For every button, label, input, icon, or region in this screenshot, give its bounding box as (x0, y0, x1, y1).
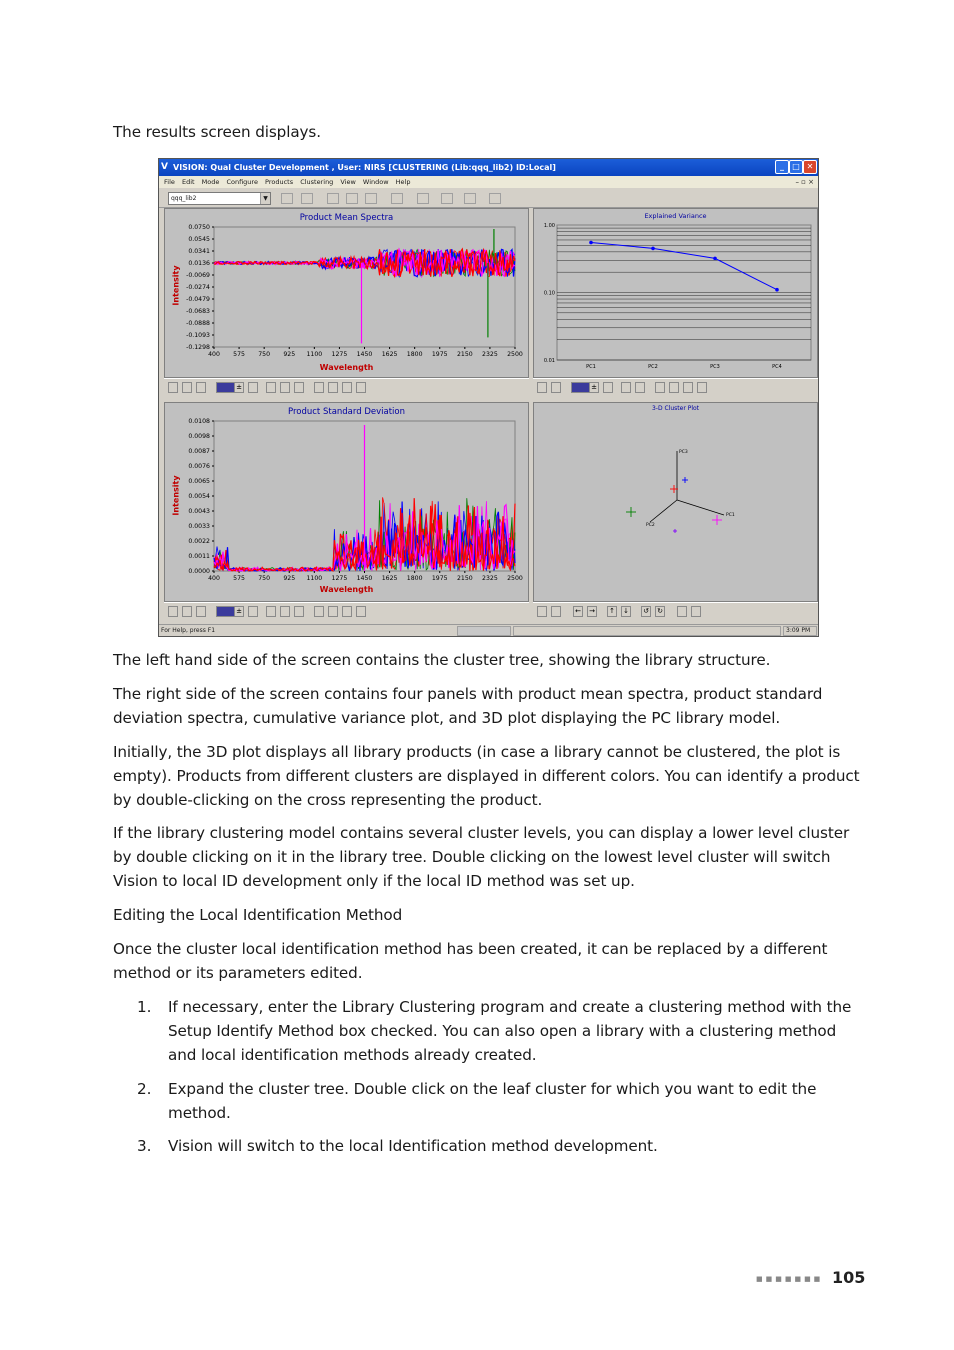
maximize-button[interactable]: □ (789, 160, 803, 174)
x-tick-label: PC2 (648, 364, 658, 370)
y-tick-label: 0.0033 (188, 523, 210, 530)
std-dev-title: Product Standard Deviation (287, 407, 405, 417)
y-tick-label: 1.00 (543, 223, 555, 229)
x-tick-label: 575 (233, 575, 245, 582)
paragraph: The left hand side of the screen contains the cluster tree, showing the library structure. (113, 651, 771, 669)
status-help: For Help, press F1 (161, 627, 216, 634)
context-help-icon[interactable] (417, 193, 429, 204)
spin-icon[interactable]: ± (234, 606, 244, 617)
print-icon[interactable] (441, 193, 453, 204)
x-tick-label: 1625 (381, 351, 398, 358)
grid-icon[interactable] (182, 606, 192, 617)
mean-spectra-xlabel: Wavelength (319, 363, 374, 372)
step-text: Expand the cluster tree. Double click on the leaf cluster for which you want to edit the method. (168, 1080, 817, 1122)
zoom-icon[interactable] (342, 382, 352, 393)
y-tick-label: 0.0076 (188, 463, 210, 470)
camera-icon[interactable] (537, 382, 547, 393)
menu-file[interactable]: File (164, 178, 175, 186)
y-tick-label: 0.10 (543, 290, 555, 297)
axis-label-pc2: PC2 (646, 523, 655, 528)
status-clock (783, 626, 817, 636)
y-tick-label: 0.0065 (188, 478, 210, 485)
mdi-controls[interactable]: – ▫ × (795, 178, 814, 186)
copy-icon[interactable] (327, 193, 339, 204)
y-tick-label: 0.0011 (188, 553, 210, 560)
page-icon[interactable] (248, 606, 258, 617)
grid-icon[interactable] (182, 382, 192, 393)
page-number: 105 (832, 1268, 866, 1287)
axis-icon[interactable] (356, 606, 366, 617)
x-tick-label: 1100 (306, 351, 323, 358)
legend-icon[interactable] (294, 606, 304, 617)
pointer-icon[interactable] (328, 606, 338, 617)
paragraph: Initially, the 3D plot displays all library products (in case a library cannot be clustered, the plot is empty). Products from different clusters are displayed in different colors. You can identify a product by double-clicking on the cross representing the product. (113, 743, 860, 809)
report-icon[interactable] (464, 193, 476, 204)
x-tick-label: 2150 (456, 351, 473, 358)
window-titlebar (159, 159, 818, 176)
y-tick-label: -0.1093 (186, 332, 210, 339)
mean-spectra-ylabel: Intensity (171, 265, 181, 306)
x-tick-label: 1800 (406, 351, 423, 358)
zoom-icon[interactable] (683, 382, 693, 393)
y-tick-label: 0.0043 (188, 508, 210, 515)
x-tick-label: 2325 (482, 351, 498, 358)
menu-help[interactable]: Help (395, 178, 411, 186)
info-icon[interactable] (391, 193, 403, 204)
page-icon[interactable] (603, 382, 613, 393)
x-tick-label: 1275 (331, 575, 348, 582)
legend-icon[interactable] (294, 382, 304, 393)
x-tick-label: 400 (208, 575, 220, 582)
std-dev-plot (165, 403, 529, 602)
rotate-left-icon[interactable]: ← (573, 606, 583, 617)
y-tick-label: 0.0087 (188, 448, 210, 455)
x-tick-label: 1625 (381, 575, 398, 582)
folder-icon[interactable] (346, 193, 358, 204)
step-text: If necessary, enter the Library Clustering program and create a clustering method with the Setup Identify Method box checked. You can also open a library with a clustering method and local identification methods already created. (168, 998, 852, 1064)
y-tick-label: 0.0054 (188, 493, 210, 500)
print-icon[interactable] (196, 382, 206, 393)
x-tick-label: 750 (258, 351, 271, 358)
mean-spectra-plot (165, 209, 529, 378)
x-tick-label: PC1 (586, 364, 596, 370)
x-tick-label: 2500 (507, 575, 523, 582)
pen-icon[interactable] (266, 606, 276, 617)
camera-icon[interactable] (168, 382, 178, 393)
y-tick-label: 0.0098 (188, 433, 210, 440)
pointer-icon[interactable] (669, 382, 679, 393)
cluster3d-plot (534, 403, 818, 602)
scale-icon[interactable] (314, 606, 324, 617)
minimize-button[interactable]: _ (775, 160, 789, 174)
axis-icon[interactable] (697, 382, 707, 393)
status-bar (159, 624, 818, 636)
legend-icon[interactable] (635, 382, 645, 393)
variance-point (713, 257, 717, 261)
step-number: 3. (137, 1137, 152, 1155)
paragraph: The right side of the screen contains four panels with product mean spectra, product standard deviation spectra, cumulative variance plot, and 3D plot displaying the PC library model. (113, 685, 823, 727)
y-tick-label: -0.0274 (186, 284, 210, 291)
cluster3d-toolbar (533, 602, 818, 621)
y-tick-label: 0.0108 (188, 418, 210, 425)
cluster3d-panel (533, 402, 818, 602)
axis-label-pc3: PC3 (679, 450, 688, 455)
x-tick-label: 1975 (431, 351, 448, 358)
step-number: 2. (137, 1080, 152, 1098)
axis-icon[interactable] (356, 382, 366, 393)
x-tick-label: 2500 (507, 351, 523, 358)
y-tick-label: -0.0888 (186, 320, 210, 327)
y-tick-label: -0.0069 (186, 272, 210, 279)
x-tick-label: 1275 (331, 351, 348, 358)
rotate-cw-icon[interactable]: ↻ (655, 606, 665, 617)
x-tick-label: PC3 (710, 364, 720, 370)
paragraph: Once the cluster local identification method has been created, it can be replaced by a different method or its parameters edited. (113, 940, 828, 982)
y-tick-label: 0.0000 (188, 568, 210, 575)
status-time: 3:09 PM (786, 627, 811, 634)
x-tick-label: 2150 (456, 575, 473, 582)
x-tick-label: 925 (283, 351, 296, 358)
menu-edit[interactable]: Edit (181, 178, 195, 186)
x-tick-label: 925 (283, 575, 296, 582)
rotate-right-icon[interactable]: → (587, 606, 597, 617)
print-icon[interactable] (196, 606, 206, 617)
save-icon[interactable] (365, 193, 377, 204)
vision-window (158, 158, 819, 637)
export-icon[interactable] (489, 193, 501, 204)
variance-point (651, 247, 655, 251)
x-tick-label: 1975 (431, 575, 448, 582)
status-panel (513, 626, 781, 636)
menu-window[interactable]: Window (362, 178, 389, 186)
menu-mode[interactable]: Mode (201, 178, 220, 186)
vision-app-icon: V (161, 162, 168, 172)
step-text: Vision will switch to the local Identification method development. (168, 1137, 658, 1155)
scale-icon[interactable] (655, 382, 665, 393)
mean-spectra-panel (164, 208, 529, 378)
step-number: 1. (137, 998, 152, 1016)
camera-icon[interactable] (168, 606, 178, 617)
pen-icon[interactable] (266, 382, 276, 393)
rotate-ccw-icon[interactable]: ↺ (641, 606, 651, 617)
x-tick-label: 1450 (356, 351, 373, 358)
menu-clustering[interactable]: Clustering (300, 178, 334, 186)
rotate-up-icon[interactable]: ↑ (607, 606, 617, 617)
x-tick-label: 1100 (306, 575, 323, 582)
section-heading: Editing the Local Identification Method (113, 906, 403, 924)
menu-view[interactable]: View (340, 178, 356, 186)
y-tick-label: 0.01 (543, 358, 555, 364)
main-toolbar (159, 188, 818, 208)
page-marker-squares: ■■■■■■■ (756, 1275, 824, 1283)
zoom-icon[interactable] (342, 606, 352, 617)
x-tick-label: 575 (233, 351, 245, 358)
axis-label-pc1: PC1 (726, 513, 735, 518)
std-dev-panel (164, 402, 529, 602)
mean-spectra-toolbar (164, 378, 529, 397)
axis-pc1 (677, 500, 724, 515)
y-tick-label: -0.0683 (186, 308, 210, 315)
variance-title: Explained Variance (644, 212, 707, 220)
page-icon[interactable] (248, 382, 258, 393)
x-tick-label: 750 (258, 575, 271, 582)
variance-panel (533, 208, 818, 378)
labels-icon[interactable] (691, 606, 701, 617)
menu-configure[interactable]: Configure (226, 178, 258, 186)
std-dev-xlabel: Wavelength (319, 585, 374, 594)
x-tick-label: PC4 (772, 364, 782, 370)
close-button[interactable]: ✕ (803, 160, 817, 174)
y-tick-label: 0.0136 (188, 260, 210, 267)
x-tick-label: 1800 (406, 575, 423, 582)
x-tick-label: 1450 (356, 575, 373, 582)
x-tick-label: 400 (208, 351, 220, 358)
menu-bar (159, 176, 818, 188)
std-dev-ylabel: Intensity (171, 475, 181, 516)
print-icon[interactable] (551, 606, 561, 617)
grid-lines-icon[interactable] (280, 606, 290, 617)
std-dev-toolbar (164, 602, 529, 621)
library-select[interactable] (168, 192, 271, 205)
camera-icon[interactable] (537, 606, 547, 617)
status-panel (457, 626, 511, 636)
open-icon[interactable] (301, 193, 313, 204)
pointer-icon[interactable] (328, 382, 338, 393)
y-tick-label: 0.0022 (188, 538, 210, 545)
cluster3d-title: 3-D Cluster Plot (651, 405, 700, 412)
menu-products[interactable]: Products (265, 178, 294, 186)
mean-spectra-title: Product Mean Spectra (299, 213, 394, 223)
y-tick-label: -0.0479 (186, 296, 210, 303)
library-select-value: qqq_lib2 (171, 195, 197, 202)
variance-point (775, 288, 779, 292)
spin-icon[interactable]: ± (589, 382, 599, 393)
axis-pc2 (650, 500, 677, 522)
plot-area (214, 227, 515, 347)
y-tick-label: 0.0750 (188, 224, 210, 231)
y-tick-label: 0.0341 (188, 248, 210, 255)
x-tick-label: 2325 (482, 575, 498, 582)
grid-lines-icon[interactable] (280, 382, 290, 393)
y-tick-label: -0.1298 (186, 344, 210, 351)
grid-lines-icon[interactable] (621, 382, 631, 393)
chevron-down-icon[interactable]: ▼ (260, 193, 270, 204)
variance-plot (534, 209, 818, 378)
variance-toolbar (533, 378, 818, 397)
spin-icon[interactable]: ± (234, 382, 244, 393)
new-icon[interactable] (281, 193, 293, 204)
scale-icon[interactable] (314, 382, 324, 393)
rotate-down-icon[interactable]: ↓ (621, 606, 631, 617)
axes-icon[interactable] (677, 606, 687, 617)
intro-text: The results screen displays. (113, 123, 321, 141)
paragraph: If the library clustering model contains several cluster levels, you can display a lower level cluster by double clicking on it in the library tree. Double clicking on the lowest level cluster will switch Vision to local ID development only if the local ID method was set up. (113, 824, 850, 890)
variance-point (589, 241, 593, 245)
print-icon[interactable] (551, 382, 561, 393)
window-title: VISION: Qual Cluster Development , User: NIRS [CLUSTERING (Lib:qqq_lib2) ID:Local] (173, 163, 556, 172)
y-tick-label: 0.0545 (188, 236, 210, 243)
